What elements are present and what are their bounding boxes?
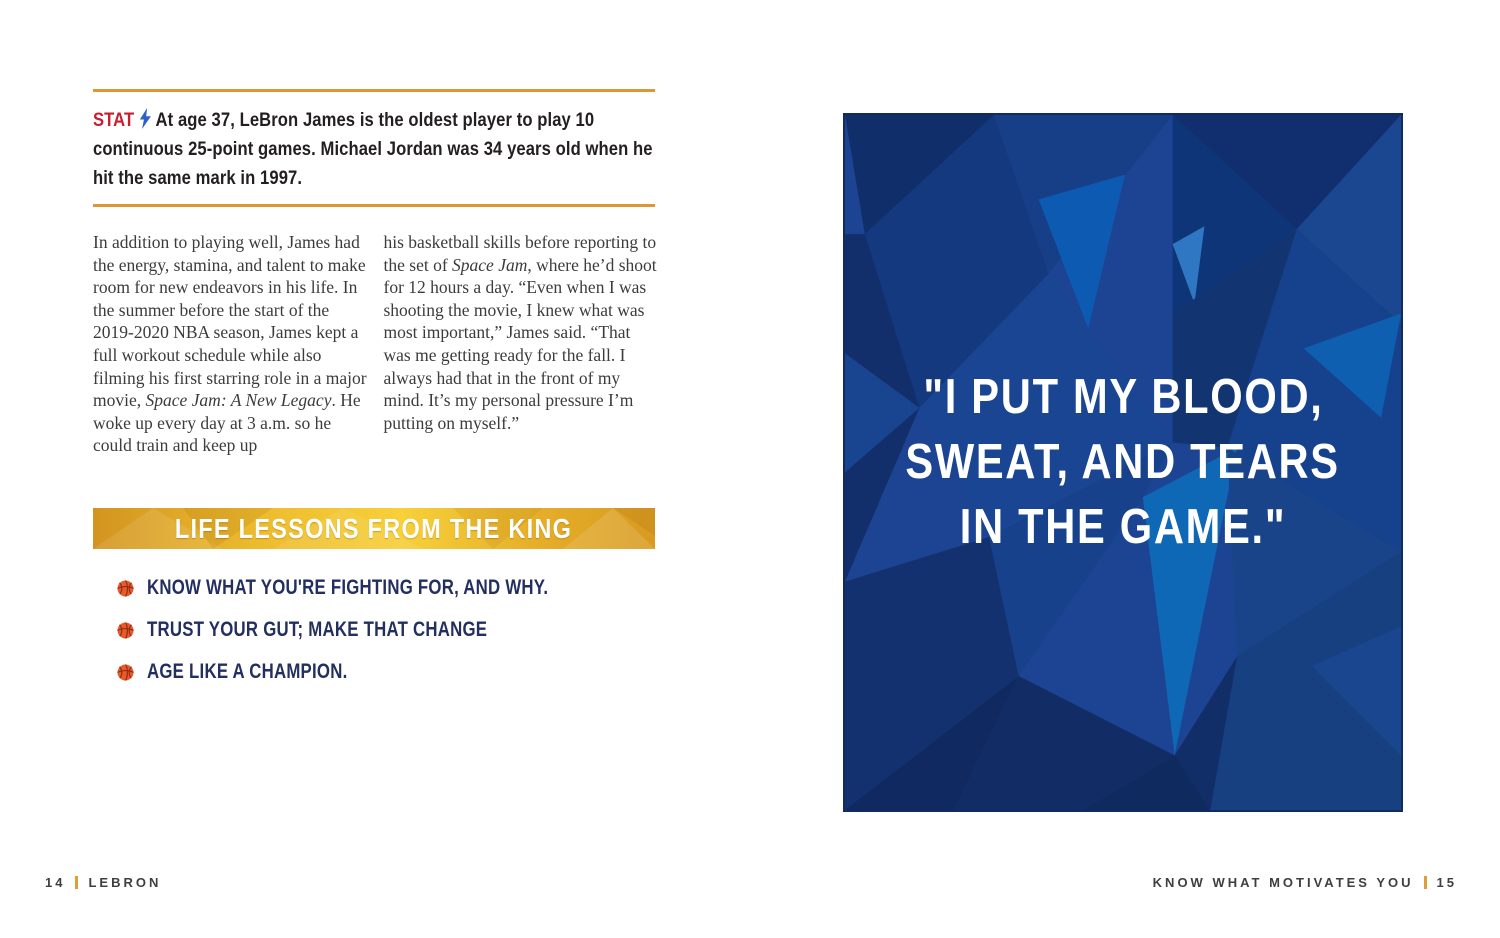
lessons-list xyxy=(117,577,649,703)
stat-callout xyxy=(93,106,655,193)
body-run-italic: Space Jam: A New Legacy xyxy=(145,390,332,411)
footer-divider xyxy=(75,876,78,889)
lessons-banner xyxy=(93,508,655,549)
body-run-italic: Space Jam xyxy=(452,254,528,275)
lightning-bolt-icon xyxy=(140,108,151,129)
body-run: . He woke up every day at 3 a.m. so he could train and keep up xyxy=(93,390,361,456)
body-column-2 xyxy=(384,231,660,457)
body-column-1 xyxy=(93,231,369,457)
quote-line-3: IN THE GAME." xyxy=(959,500,1287,554)
stat-divider-top xyxy=(93,89,655,92)
body-run: his basketball skills before reporting to the set of xyxy=(383,232,657,275)
page-number-right: 15 xyxy=(1436,875,1457,890)
chapter-title-left: LEBRON xyxy=(88,875,162,890)
lesson-text: AGE LIKE A CHAMPION. xyxy=(147,660,348,683)
lesson-text: KNOW WHAT YOU'RE FIGHTING FOR, AND WHY. xyxy=(147,576,549,599)
body-text xyxy=(93,231,659,457)
body-run: , where he’d shoot for 12 hours a day. “Even when I was shooting the movie, I knew what was most important,” James said. “That was me getting ready for the fall. I always had that in the front of my mind. It’s my personal pressure I’m putting on myself.” xyxy=(383,254,657,433)
lesson-item xyxy=(117,577,649,599)
body-run: In addition to playing well, James had the energy, stamina, and talent to make room for new endeavors in his life. In the summer before the start of the 2019-2020 NBA season, James kept a full workout schedule while also filming his first starring role in a major movie, xyxy=(93,232,367,411)
footer-right xyxy=(1153,875,1457,890)
quote-line-2: SWEAT, AND TEARS xyxy=(905,435,1341,489)
quote-panel xyxy=(843,113,1403,812)
footer-left xyxy=(45,875,161,890)
lesson-item xyxy=(117,619,649,641)
lessons-banner-title: LIFE LESSONS FROM THE KING xyxy=(175,512,573,544)
basketball-icon xyxy=(117,664,134,681)
stat-text: At age 37, LeBron James is the oldest player to play 10 continuous 25-point games. Michael Jordan was 34 years old when he hit the same mark in 1997. xyxy=(93,109,653,189)
chapter-title-right: KNOW WHAT MOTIVATES YOU xyxy=(1152,875,1414,890)
page-number-left: 14 xyxy=(45,875,66,890)
lesson-text: TRUST YOUR GUT; MAKE THAT CHANGE xyxy=(147,618,488,641)
footer-divider xyxy=(1424,876,1427,889)
lesson-item xyxy=(117,661,649,683)
basketball-icon xyxy=(117,622,134,639)
basketball-icon xyxy=(117,580,134,597)
stat-divider-bottom xyxy=(93,204,655,207)
stat-label: STAT xyxy=(93,109,135,131)
quote-line-1: "I PUT MY BLOOD, xyxy=(922,370,1324,424)
